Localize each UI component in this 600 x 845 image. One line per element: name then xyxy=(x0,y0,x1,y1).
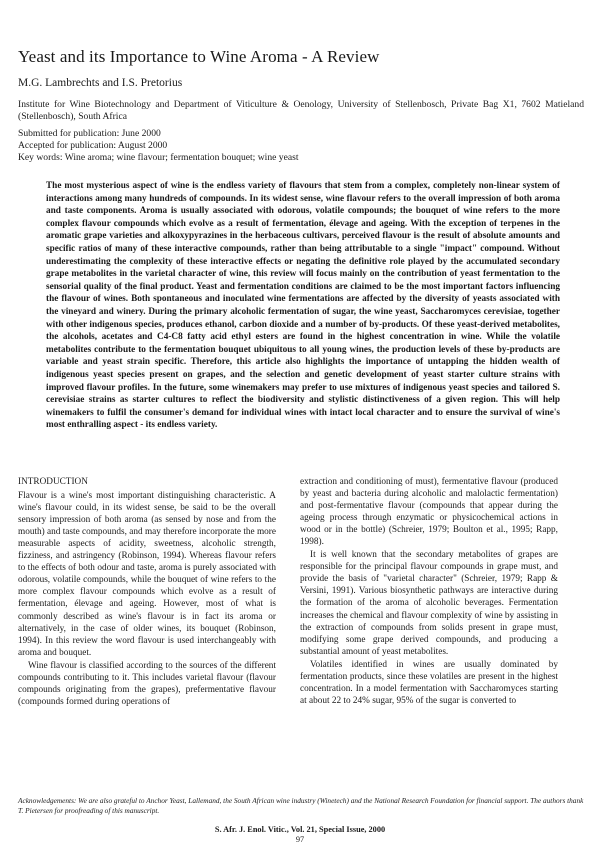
accepted-date: Accepted for publication: August 2000 xyxy=(18,140,168,151)
keywords: Key words: Wine aroma; wine flavour; fermentation bouquet; wine yeast xyxy=(18,152,299,163)
submitted-date: Submitted for publication: June 2000 xyxy=(18,128,161,139)
page-number: 97 xyxy=(295,835,305,844)
body-paragraph: Flavour is a wine's most important distinguishing characteristic. A wine's flavour could, in its widest sense, be said to be the overall sensory impression of both aroma (as sensed by nose and from the mouth) and taste compounds, and may therefore incorporate the more measurable aspects of acidity, sweetness, alcoholic strength, fizziness, and astringency (Robinson, 1994). Whereas flavour refers to the effects of both odour and taste, aroma is purely associated with odorous, volatile compounds, while the bouquet of wine refers to the more complex flavour compounds which evolve as a result of fermentation, élevage and ageing. However, most of what is commonly described as wine's flavour is in fact its aroma or alternatively, in the case of older wines, its bouquet (Robinson, 1994). In this review the word flavour is used interchangeably with aroma and bouquet. xyxy=(18,491,276,658)
journal-footer: S. Afr. J. Enol. Vitic., Vol. 21, Special Issue, 2000 xyxy=(214,825,386,834)
body-paragraph: Wine flavour is classified according to the sources of the different compounds contributing to it. This includes varietal flavour (flavour compounds originating from the grapes), prefermentative flavour (compounds formed during operations of xyxy=(18,660,276,707)
left-column xyxy=(18,476,276,708)
abstract: The most mysterious aspect of wine is the endless variety of flavours that stem from a complex, completely non-linear system of interactions among many hundreds of compounds. In its widest sense, wine flavour refers to the overall impression of both aroma and taste components. Aroma is usually associated with odorous, volatile compounds; the bouquet of wine refers to the more complex flavour compounds which evolve as a result of fermentation, élevage and ageing. With the exception of terpenes in the aromatic grape varieties and alkoxypyrazines in the herbaceous cultivars, perceived flavour is the result of absolute amounts and specific ratios of many of these interactive compounds, rather than being attributable to a single "impact" compound. Without underestimating the complexity of these interactive effects or negating the definitive role played by the accumulated secondary grape metabolites in the varietal character of wine, this review will focus mainly on the contribution of yeast fermentation to the sensorial quality of the final product. Yeast and fermentation conditions are claimed to be the most important factors influencing the flavour of wines. Both spontaneous and inoculated wine fermentations are affected by the diversity of yeasts associated with the vineyard and winery. During the primary alcoholic fermentation of sugar, the wine yeast, Saccharomyces cerevisiae, together with other indigenous species, produces ethanol, carbon dioxide and a number of by-products. Of these yeast-derived metabolites, the alcohols, acetates and C4-C8 fatty acid ethyl esters are found in the highest concentration in wine. While the volatile metabolites contribute to the fermentation bouquet ubiquitous to all young wines, the production levels of these by-products are variable and yeast strain specific. Therefore, this article also highlights the importance of untapping the hidden wealth of indigenous yeast species present on grapes, and the selection and genetic development of yeast starter culture strains with improved flavour profiles. In the future, some winemakers may prefer to use mixtures of indigenous yeast species and tailored S. cerevisiae strains as starter cultures to reflect the biodiversity and stylistic distinctiveness of a given region. This will help winemakers to fulfil the consumer's demand for individual wines with intact local character and to ensure the survival of wine's most enthralling aspect - its endless variety. xyxy=(46,181,560,431)
body-paragraph: Volatiles identified in wines are usually dominated by fermentation products, since these volatiles are present in the highest concentration. In a model fermentation with Saccharomyces starting at about 22 to 24% sugar, 95% of the sugar is converted to xyxy=(300,659,558,706)
paper-title: Yeast and its Importance to Wine Aroma - A Review xyxy=(18,47,380,66)
section-heading-introduction: INTRODUCTION xyxy=(18,477,88,487)
affiliation: Institute for Wine Biotechnology and Department of Viticulture & Oenology, University of Stellenbosch, Private Bag X1, 7602 Matieland (Stellenbosch), South Africa xyxy=(18,99,584,122)
body-paragraph: extraction and conditioning of must), fermentative flavour (produced by yeast and bacteria during alcoholic and malolactic fermentation) and post-fermentative flavour (compounds that appear during the ageing process through enzymatic or physicochemical actions in wood or in the bottle) (Schreier, 1979; Boulton et al., 1995; Rapp, 1998). xyxy=(300,477,558,548)
body-paragraph: It is well known that the secondary metabolites of grapes are responsible for the principal flavour compounds in grape must, and provide the basis of "varietal character" (Schreier, 1979; Rapp & Versini, 1991). Various biosynthetic pathways are interactive during the formation of the aroma of alcoholic beverages. Fermentation increases the chemical and flavour complexity of wine by assisting in the extraction of compounds from solids present in grape must, modifying some grape derived compounds, and producing a substantial amount of yeast metabolites. xyxy=(300,550,558,657)
right-column xyxy=(300,476,558,707)
authors: M.G. Lambrechts and I.S. Pretorius xyxy=(18,77,183,89)
acknowledgements: Acknowledgements: We are also grateful to Anchor Yeast, Lallemand, the South African wine industry (Winetech) and the National Research Foundation for financial support. The authors thank T. Pietersen for proofreading of this manuscript. xyxy=(18,796,584,815)
